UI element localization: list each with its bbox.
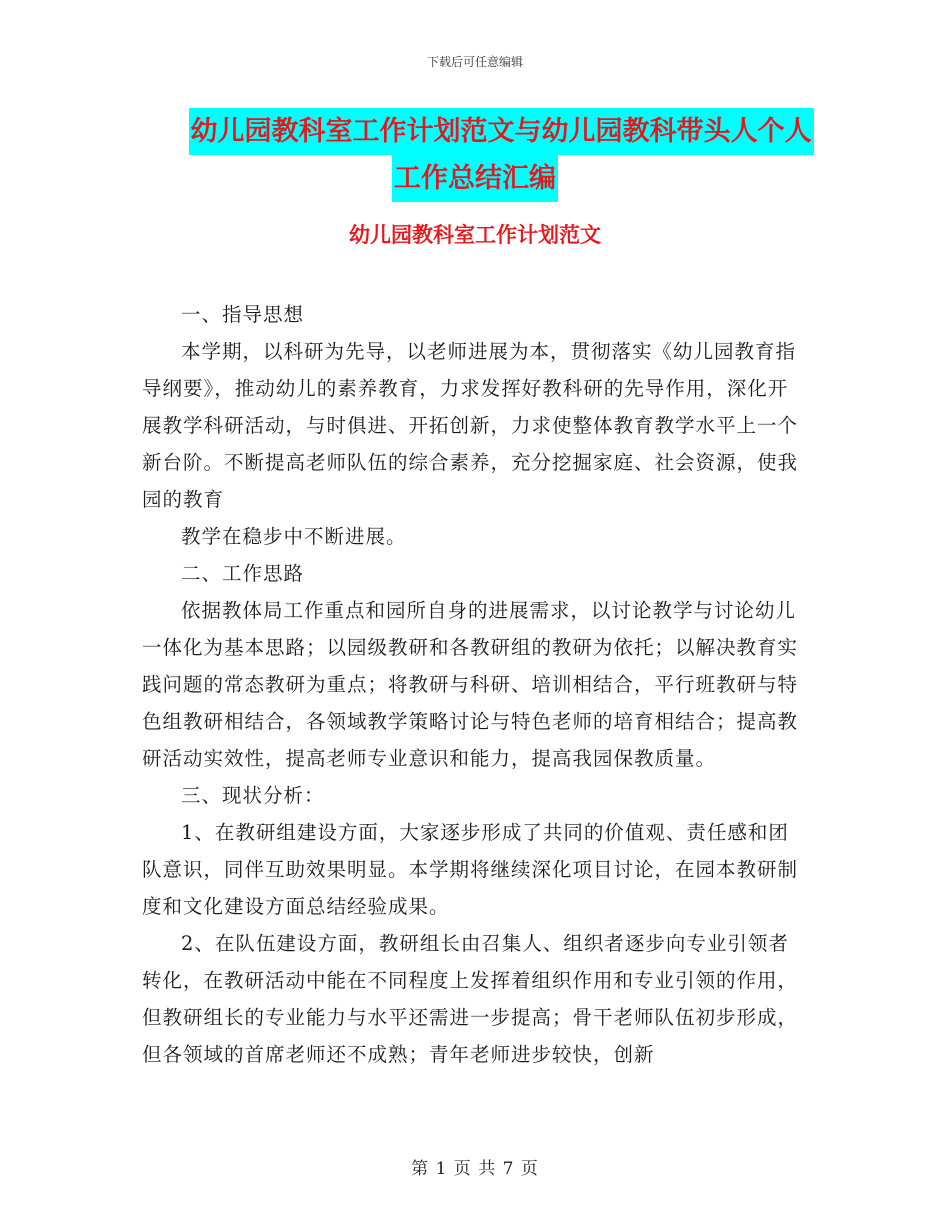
header-note: 下载后可任意编辑 (426, 55, 523, 69)
paragraph: 三、现状分析： (181, 784, 325, 807)
paragraph: 1、在教研组建设方面，大家逐步形成了共同的价值观、责任感和团队意识，同伴互助效果明显。本学期将继续深化项目讨论，在园本教研制度和文化建设方面总结经验成果。 (142, 821, 799, 918)
page-number-footer: 第 1 页 共 7 页 (411, 1159, 539, 1179)
paragraph: 教学在稳步中不断进展。 (181, 525, 407, 548)
paragraph: 二、工作思路 (181, 562, 305, 585)
paragraph: 依据教体局工作重点和园所自身的进展需求，以讨论教学与讨论幼儿一体化为基本思路；以园级教研和各教研组的教研为依托；以解决教育实践问题的常态教研为重点；将教研与科研、培训相结合，平行班教研与特色组教研相结合，各领域教学策略讨论与特色老师的培育相结合；提高教研活动实效性，提高老师专业意识和能力，提高我园保教质量。 (142, 599, 799, 770)
title-line-1: 幼儿园教科室工作计划范文与幼儿园教科带头人个人 (189, 108, 814, 155)
paragraph: 2、在队伍建设方面，教研组长由召集人、组织者逐步向专业引领者转化，在教研活动中能在不同程度上发挥着组织作用和专业引领的作用，但教研组长的专业能力与水平还需进一步提高；骨干老师队伍初步形成，但各领域的首席老师还不成熟；青年老师进步较快，创新 (142, 932, 799, 1066)
document-title (0, 108, 950, 202)
section-title: 幼儿园教科室工作计划范文 (349, 223, 601, 247)
document-body (142, 296, 806, 1073)
paragraph: 一、指导思想 (181, 303, 305, 326)
title-line-2: 工作总结汇编 (392, 155, 558, 202)
paragraph: 本学期，以科研为先导，以老师进展为本，贯彻落实《幼儿园教育指导纲要》，推动幼儿的素养教育，力求发挥好教科研的先导作用，深化开展教学科研活动，与时俱进、开拓创新，力求使整体教育教学水平上一个新台阶。不断提高老师队伍的综合素养，充分挖掘家庭、社会资源，使我园的教育 (142, 340, 799, 511)
